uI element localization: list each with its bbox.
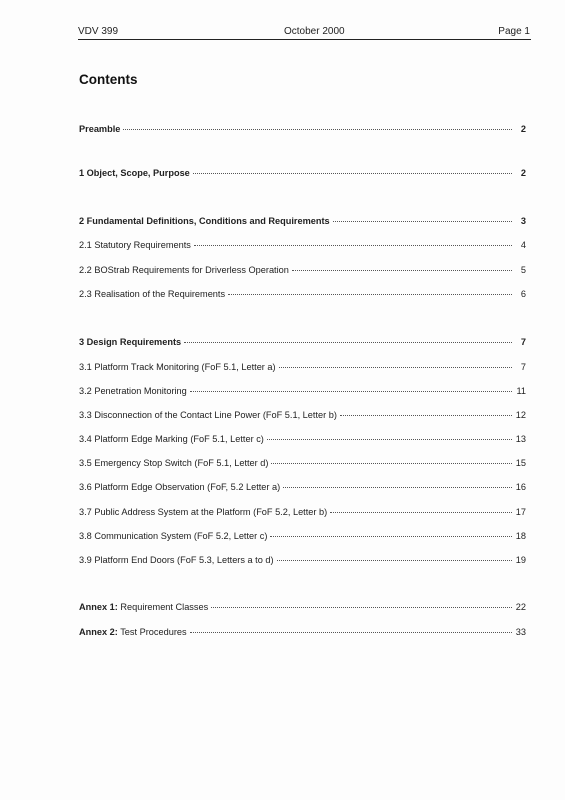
dot-leader <box>190 631 512 633</box>
dot-leader <box>271 462 511 464</box>
toc-entry-title <box>79 410 337 420</box>
toc-entry[interactable] <box>79 289 526 302</box>
toc-entry-text: 2.2 BOStrab Requirements for Driverless Operation <box>79 265 289 275</box>
dot-leader <box>267 438 512 440</box>
toc-entry-text: Test Procedures <box>117 627 187 637</box>
toc-page-number: 2 <box>520 124 526 134</box>
dot-leader <box>123 128 512 130</box>
toc-entry-text: 3.9 Platform End Doors (FoF 5.3, Letters a to d) <box>79 555 274 565</box>
toc-page-number: 12 <box>515 410 526 420</box>
dot-leader <box>211 606 512 608</box>
toc-page-number: 19 <box>515 555 526 565</box>
dot-leader <box>277 559 512 561</box>
toc-entry[interactable] <box>79 627 526 640</box>
page-header <box>78 26 530 40</box>
toc-page-number: 16 <box>515 482 526 492</box>
toc-entry-text: 3.3 Disconnection of the Contact Line Power (FoF 5.1, Letter b) <box>79 410 337 420</box>
toc-entry-title <box>79 386 187 396</box>
dot-leader <box>190 390 512 392</box>
page-title: Contents <box>79 72 138 87</box>
toc-entry-text: 3.7 Public Address System at the Platform (FoF 5.2, Letter b) <box>79 507 328 517</box>
toc-page-number: 5 <box>520 265 526 275</box>
toc-entry[interactable] <box>79 602 526 615</box>
toc-entry[interactable] <box>79 124 526 137</box>
toc-entry-title <box>79 124 120 134</box>
dot-leader <box>333 220 512 222</box>
dot-leader <box>283 486 512 488</box>
toc-entry-text: 3.8 Communication System (FoF 5.2, Letter c) <box>79 531 268 541</box>
toc-entry-title <box>79 602 208 612</box>
toc-page-number: 22 <box>515 602 526 612</box>
toc-entry-title <box>79 507 327 517</box>
dot-leader <box>184 341 512 343</box>
dot-leader <box>270 535 511 537</box>
toc-entry-label: 1 Object, Scope, Purpose <box>79 168 190 178</box>
toc-entry-title <box>79 458 268 468</box>
toc-entry-title <box>79 531 267 541</box>
toc-entry[interactable] <box>79 168 526 181</box>
toc-entry-text: 3.5 Emergency Stop Switch (FoF 5.1, Letter d) <box>79 458 269 468</box>
toc-entry[interactable] <box>79 386 526 399</box>
toc-entry-text: 3.1 Platform Track Monitoring (FoF 5.1, Letter a) <box>79 362 276 372</box>
toc-entry[interactable] <box>79 240 526 253</box>
dot-leader <box>228 293 512 295</box>
toc-entry-title <box>79 216 330 226</box>
toc-entry[interactable] <box>79 507 526 520</box>
toc-entry-title <box>79 482 280 492</box>
dot-leader <box>194 244 512 246</box>
toc-page-number: 2 <box>520 168 526 178</box>
toc-entry[interactable] <box>79 482 526 495</box>
toc-entry-title <box>79 289 225 299</box>
toc-page-number: 4 <box>520 240 526 250</box>
dot-leader <box>340 414 512 416</box>
toc-entry[interactable] <box>79 362 526 375</box>
toc-entry[interactable] <box>79 265 526 278</box>
toc-entry-label: Preamble <box>79 124 121 134</box>
toc-page-number: 6 <box>520 289 526 299</box>
dot-leader <box>330 511 512 513</box>
dot-leader <box>292 269 512 271</box>
toc-page-number: 11 <box>516 386 526 396</box>
dot-leader <box>279 366 512 368</box>
toc-entry-text: 3.6 Platform Edge Observation (FoF, 5.2 Letter a) <box>79 482 281 492</box>
toc-entry-title <box>79 337 181 347</box>
toc-entry-text: 2.3 Realisation of the Requirements <box>79 289 226 299</box>
toc-page-number: 13 <box>515 434 526 444</box>
toc-entry-title <box>79 555 274 565</box>
header-page-number: Page 1 <box>498 26 530 37</box>
toc-entry-text: 3.2 Penetration Monitoring <box>79 386 187 396</box>
header-document-id: VDV 399 <box>78 26 119 37</box>
toc-entry-text: 3.4 Platform Edge Marking (FoF 5.1, Letter c) <box>79 434 264 444</box>
header-divider <box>78 39 531 40</box>
toc-entry-title <box>79 265 289 275</box>
toc-page-number: 33 <box>515 627 526 637</box>
toc-entry-title <box>79 168 190 178</box>
toc-page-number: 17 <box>515 507 526 517</box>
toc-entry[interactable] <box>79 458 526 471</box>
toc-entry-title <box>79 240 191 250</box>
toc-page-number: 18 <box>515 531 526 541</box>
toc-entry-title <box>79 627 187 637</box>
toc-entry-title <box>79 362 276 372</box>
toc-entry-label: 2 Fundamental Definitions, Conditions and Requirements <box>79 216 330 226</box>
toc-entry[interactable] <box>79 337 526 350</box>
toc-page-number: 15 <box>515 458 526 468</box>
toc-entry[interactable] <box>79 555 526 568</box>
toc-entry-label: 3 Design Requirements <box>79 337 182 347</box>
toc-page-number: 7 <box>520 362 526 372</box>
toc-entry[interactable] <box>79 531 526 544</box>
dot-leader <box>193 172 512 174</box>
toc-entry-text: 2.1 Statutory Requirements <box>79 240 191 250</box>
toc-entry[interactable] <box>79 410 526 423</box>
toc-page-number: 7 <box>520 337 526 347</box>
header-date: October 2000 <box>284 26 345 37</box>
toc-entry-label: Annex 1: <box>79 602 118 612</box>
toc-page-number: 3 <box>520 216 526 226</box>
toc-entry[interactable] <box>79 216 526 229</box>
toc-entry-text: Requirement Classes <box>117 602 209 612</box>
toc-entry[interactable] <box>79 434 526 447</box>
toc-entry-label: Annex 2: <box>79 627 118 637</box>
toc-entry-title <box>79 434 264 444</box>
